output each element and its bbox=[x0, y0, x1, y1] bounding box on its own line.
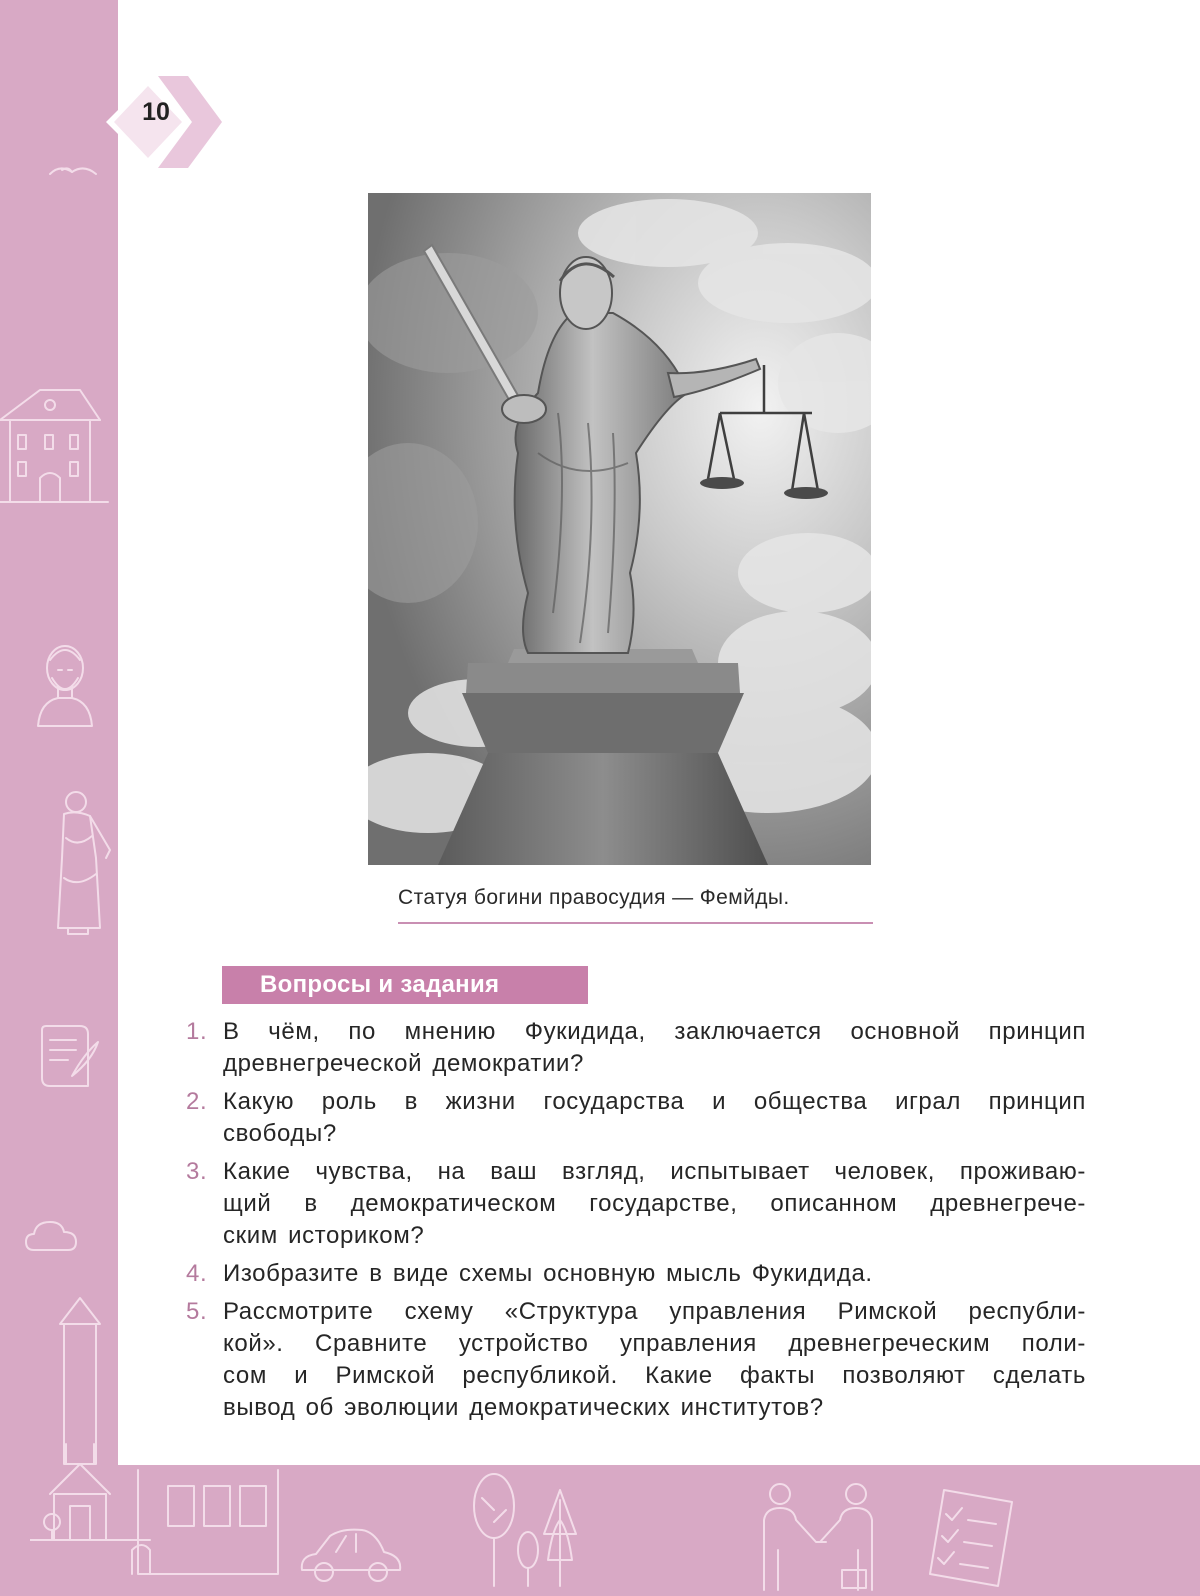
page-number: 10 bbox=[142, 98, 170, 126]
question-number: 1. bbox=[186, 1018, 208, 1045]
question-line: свободы? bbox=[223, 1120, 337, 1147]
question-number: 4. bbox=[186, 1260, 208, 1287]
question-item bbox=[186, 1156, 1086, 1252]
question-number: 3. bbox=[186, 1158, 208, 1185]
question-line: Какую роль в жизни государства и общества играл принцип bbox=[223, 1088, 1086, 1115]
question-number: 2. bbox=[186, 1088, 208, 1115]
justice-statue-photo bbox=[368, 193, 871, 865]
question-item bbox=[186, 1258, 1086, 1290]
question-line: Рассмотрите схему «Структура управления Римской республи- bbox=[223, 1298, 1086, 1325]
question-line: Какие чувства, на ваш взгляд, испытывает человек, проживаю- bbox=[223, 1158, 1086, 1185]
bottom-decorative-band bbox=[0, 1465, 1200, 1596]
section-heading-title: Вопросы и задания bbox=[260, 971, 500, 998]
caption-underline bbox=[398, 922, 873, 924]
question-line: древнегреческой демократии? bbox=[223, 1050, 584, 1077]
questions-list bbox=[186, 1016, 1086, 1430]
figure-caption: Статуя богини правосудия — Фемйды. bbox=[398, 886, 790, 909]
question-line: Изобразите в виде схемы основную мысль Фукидида. bbox=[223, 1260, 873, 1287]
question-item bbox=[186, 1296, 1086, 1424]
section-heading bbox=[222, 966, 588, 1004]
question-line: кой». Сравните устройство управления древнегреческим поли- bbox=[223, 1330, 1086, 1357]
question-item bbox=[186, 1016, 1086, 1080]
question-number: 5. bbox=[186, 1298, 208, 1325]
question-item bbox=[186, 1086, 1086, 1150]
left-decorative-band bbox=[0, 0, 118, 1596]
question-line: щий в демократическом государстве, описанном древнегрече- bbox=[223, 1190, 1086, 1217]
question-line: сом и Римской республикой. Какие факты позволяют сделать bbox=[223, 1362, 1086, 1389]
question-line: ским историком? bbox=[223, 1222, 425, 1249]
question-line: В чём, по мнению Фукидида, заключается основной принцип bbox=[223, 1018, 1086, 1045]
question-line: вывод об эволюции демократических институтов? bbox=[223, 1394, 824, 1421]
